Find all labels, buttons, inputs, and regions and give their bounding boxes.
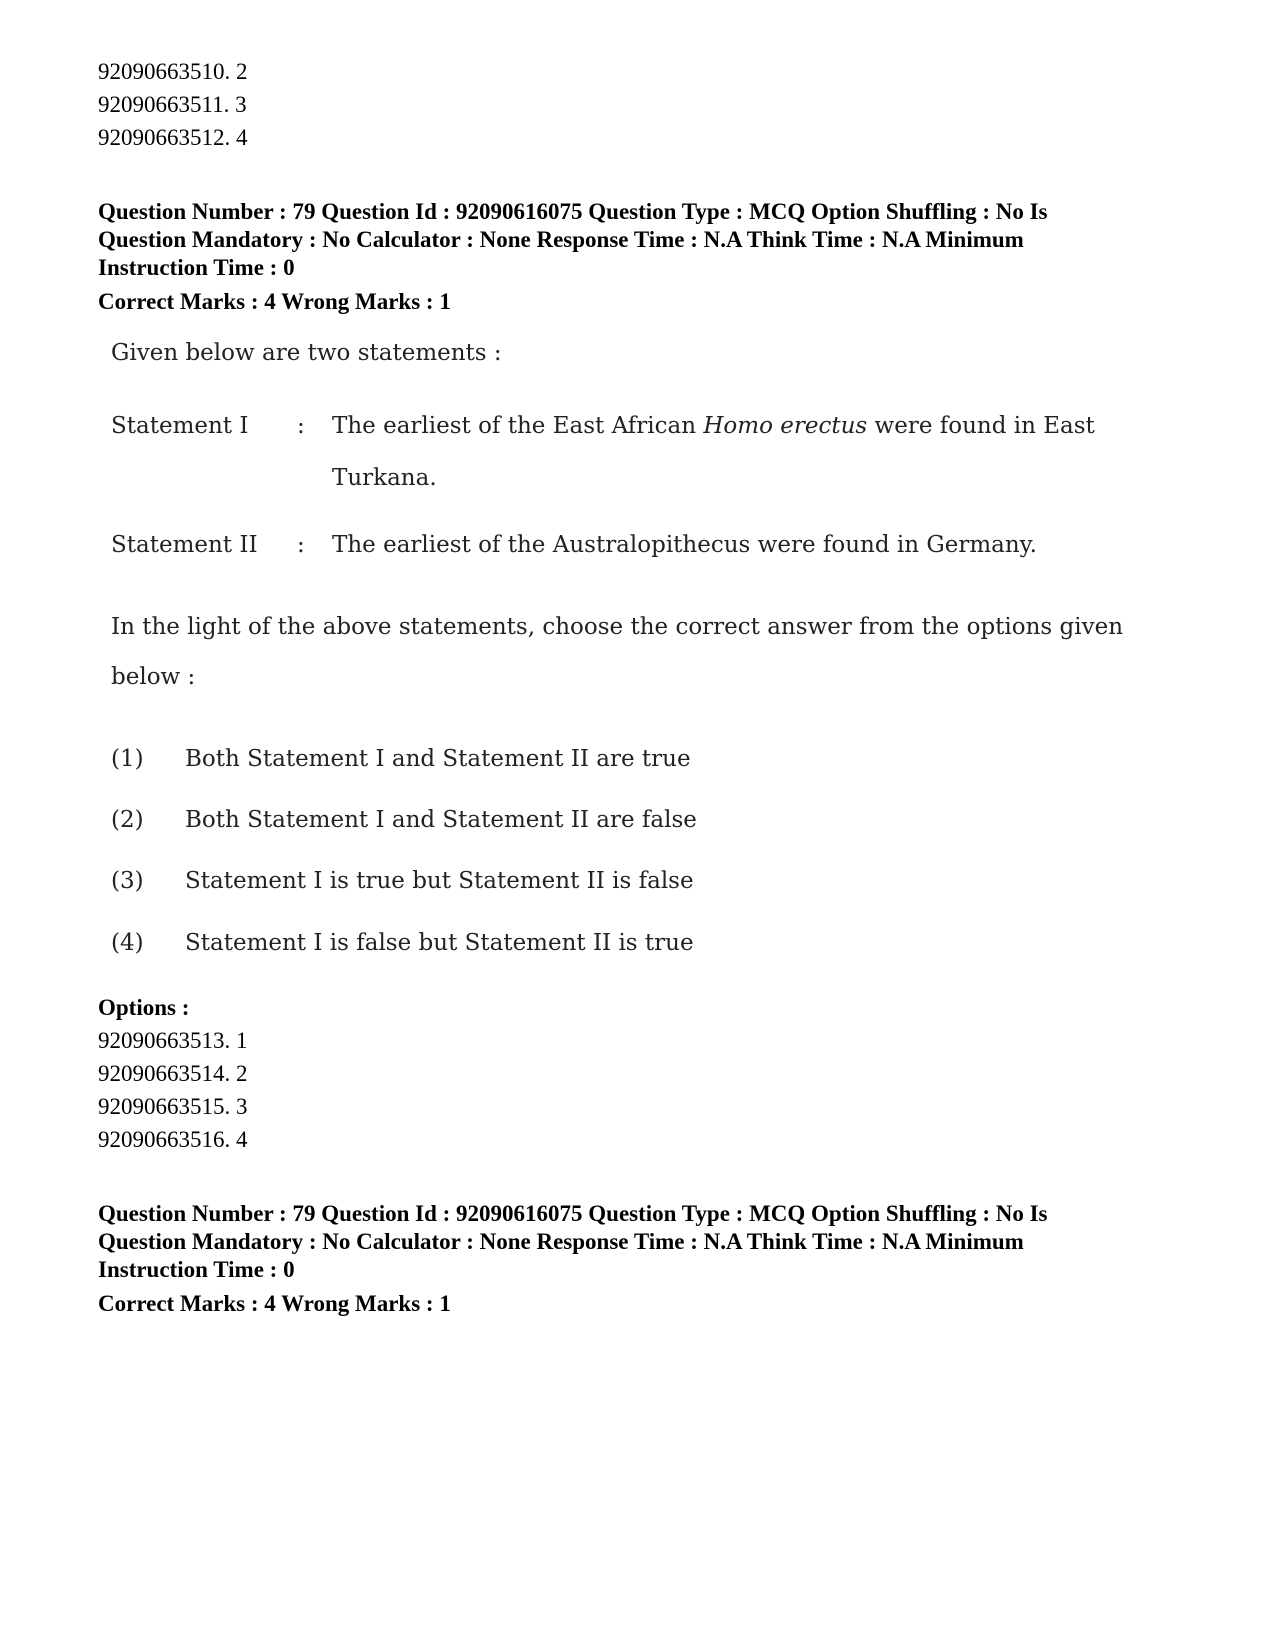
marks-line: Correct Marks : 4 Wrong Marks : 1 [98, 1291, 451, 1316]
option-line: 92090663512. 4 [98, 125, 248, 150]
choice-text: Both Statement I and Statement II are false [185, 807, 697, 833]
statement1-continuation: Turkana. [332, 465, 437, 491]
meta-line: Question Mandatory : No Calculator : None Response Time : N.A Think Time : N.A Minimum [98, 227, 1024, 252]
question-prompt-cont: below : [111, 664, 196, 690]
meta-line: Instruction Time : 0 [98, 1257, 295, 1282]
meta-line: Question Mandatory : No Calculator : None Response Time : N.A Think Time : N.A Minimum [98, 1229, 1024, 1254]
statement1-text [332, 413, 1095, 439]
meta-line: Question Number : 79 Question Id : 92090616075 Question Type : MCQ Option Shuffling : No Is [98, 199, 1048, 224]
statement2-separator: : [297, 532, 305, 558]
option-line: 92090663514. 2 [98, 1061, 248, 1086]
meta-line: Instruction Time : 0 [98, 255, 295, 280]
choice-number: (4) [111, 930, 144, 956]
choice-text: Statement I is true but Statement II is false [185, 868, 694, 894]
option-line: 92090663515. 3 [98, 1094, 248, 1119]
choice-text: Both Statement I and Statement II are true [185, 746, 691, 772]
statement2-label: Statement II [111, 532, 258, 558]
choice-number: (1) [111, 746, 144, 772]
option-line: 92090663516. 4 [98, 1127, 248, 1152]
statement1-label: Statement I [111, 413, 249, 439]
meta-line: Question Number : 79 Question Id : 92090616075 Question Type : MCQ Option Shuffling : No Is [98, 1201, 1048, 1226]
option-line: 92090663510. 2 [98, 59, 248, 84]
question-prompt: In the light of the above statements, choose the correct answer from the options given [111, 614, 1124, 640]
options-label: Options : [98, 995, 190, 1020]
option-line: 92090663513. 1 [98, 1028, 248, 1053]
question-meta [98, 198, 1178, 316]
choice-text: Statement I is false but Statement II is true [185, 930, 694, 956]
statement1-text-italic: Homo erectus [703, 413, 868, 439]
statement1-separator: : [297, 413, 305, 439]
option-line: 92090663511. 3 [98, 92, 247, 117]
question-intro: Given below are two statements : [111, 340, 502, 366]
statement1-text-post: were found in East [867, 413, 1095, 439]
choice-number: (3) [111, 868, 144, 894]
question-meta [98, 1200, 1178, 1318]
marks-line: Correct Marks : 4 Wrong Marks : 1 [98, 289, 451, 314]
statement1-text-pre: The earliest of the East African [332, 413, 704, 439]
statement2-text: The earliest of the Australopithecus were found in Germany. [332, 532, 1037, 558]
choice-number: (2) [111, 807, 144, 833]
